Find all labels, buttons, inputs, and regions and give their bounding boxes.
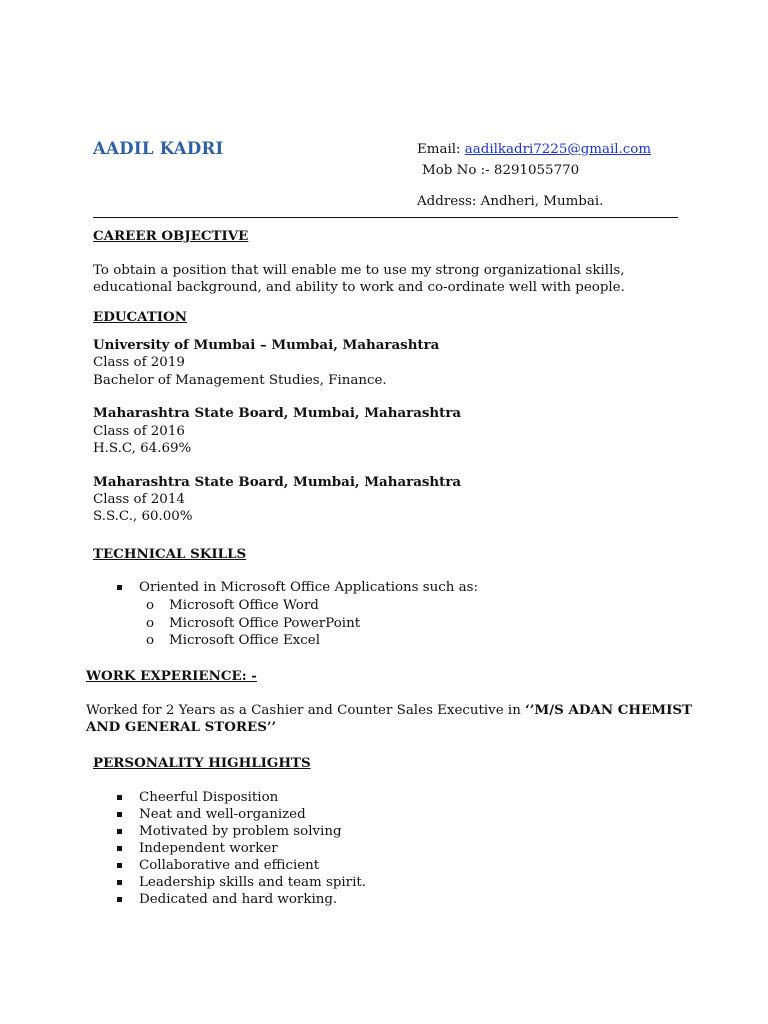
work-experience-line-1 — [86, 702, 692, 719]
education-institution: Maharashtra State Board, Mumbai, Maharashtra — [93, 474, 462, 490]
highlight-item: Cheerful Disposition — [139, 790, 279, 805]
education-institution: Maharashtra State Board, Mumbai, Maharashtra — [93, 405, 462, 421]
square-bullet-icon — [117, 812, 122, 817]
education-year: Class of 2019 — [93, 355, 185, 370]
square-bullet-icon — [117, 880, 122, 885]
career-objective-heading: CAREER OBJECTIVE — [93, 228, 249, 244]
education-detail: S.S.C., 60.00% — [93, 509, 193, 524]
highlight-item: Motivated by problem solving — [139, 824, 342, 839]
candidate-name: AADIL KADRI — [93, 139, 224, 158]
square-bullet-icon — [117, 897, 122, 902]
highlight-item: Dedicated and hard working. — [139, 892, 338, 907]
address: Address: Andheri, Mumbai. — [417, 194, 604, 209]
skill-sub-item: Microsoft Office Word — [169, 598, 319, 613]
career-objective-line-2: educational background, and ability to work and co-ordinate well with people. — [93, 280, 625, 295]
square-bullet-icon — [117, 863, 122, 868]
education-heading: EDUCATION — [93, 309, 187, 325]
header-divider — [93, 217, 678, 218]
education-year: Class of 2014 — [93, 492, 185, 507]
email-label: Email: — [417, 142, 465, 157]
highlight-item: Independent worker — [139, 841, 278, 856]
email-line — [417, 141, 651, 158]
highlight-item: Collaborative and efficient — [139, 858, 320, 873]
sub-bullet-icon: o — [146, 633, 155, 648]
email-link[interactable]: aadilkadri7225@gmail.com — [464, 142, 652, 157]
highlight-item: Neat and well-organized — [139, 807, 306, 822]
technical-skills-heading: TECHNICAL SKILLS — [93, 546, 247, 562]
square-bullet-icon — [117, 846, 122, 851]
education-institution: University of Mumbai – Mumbai, Maharashtra — [93, 337, 440, 353]
skill-sub-item: Microsoft Office PowerPoint — [169, 616, 361, 631]
skill-main: Oriented in Microsoft Office Applications such as: — [139, 580, 479, 595]
skill-sub-item: Microsoft Office Excel — [169, 633, 320, 648]
personality-highlights-heading: PERSONALITY HIGHLIGHTS — [93, 755, 311, 771]
education-year: Class of 2016 — [93, 424, 185, 439]
mobile-number: Mob No :- 8291055770 — [422, 163, 580, 178]
employer-name-continued: AND GENERAL STORES’’ — [86, 719, 277, 735]
square-bullet-icon — [117, 829, 122, 834]
career-objective-line-1: To obtain a position that will enable me to use my strong organizational skills, — [93, 263, 625, 278]
square-bullet-icon — [117, 795, 122, 800]
sub-bullet-icon: o — [146, 616, 155, 631]
education-detail: H.S.C, 64.69% — [93, 441, 192, 456]
work-experience-text: Worked for 2 Years as a Cashier and Counter Sales Executive in — [86, 703, 526, 718]
education-detail: Bachelor of Management Studies, Finance. — [93, 373, 387, 388]
work-experience-heading: WORK EXPERIENCE: - — [86, 668, 257, 684]
square-bullet-icon — [117, 585, 122, 590]
highlight-item: Leadership skills and team spirit. — [139, 875, 366, 890]
sub-bullet-icon: o — [146, 598, 155, 613]
employer-name: ‘’M/S ADAN CHEMIST — [525, 702, 692, 718]
